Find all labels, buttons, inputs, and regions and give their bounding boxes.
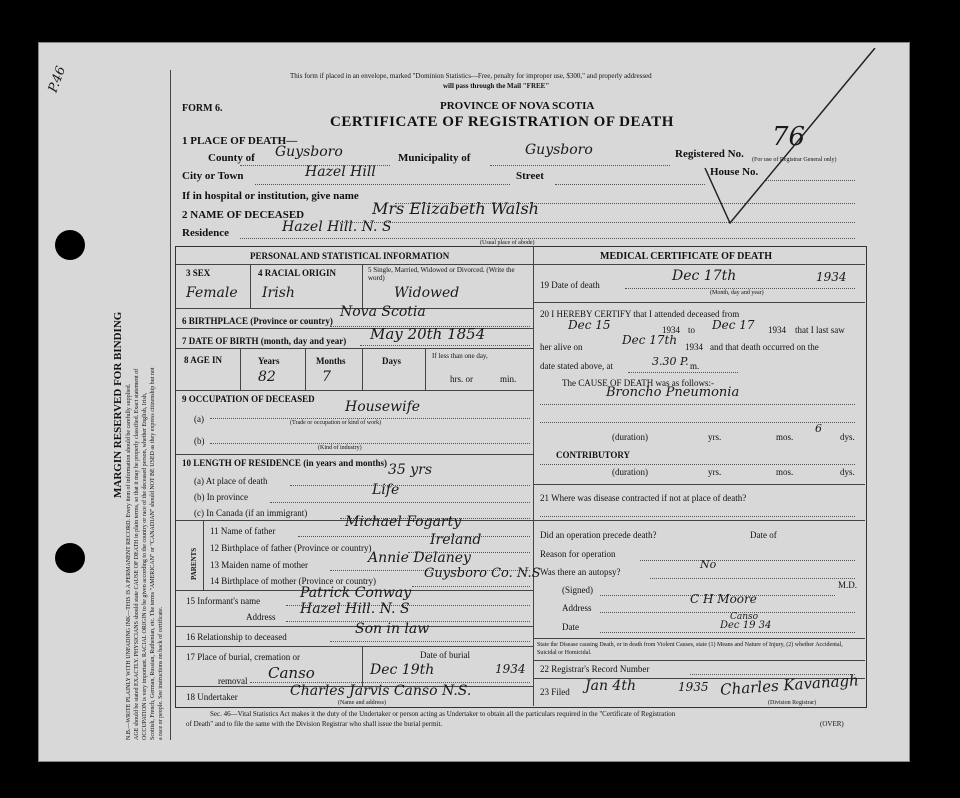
place-heading: 1 PLACE OF DEATH— [182, 135, 298, 147]
md-label: M.D. [838, 580, 858, 590]
burial-place-value: Canso [268, 664, 315, 682]
sex-value: Female [186, 285, 238, 301]
age-label: 8 AGE IN [184, 355, 223, 365]
age-divider [240, 348, 241, 390]
mother-bp-label: 14 Birthplace of mother (Province or country) [210, 576, 376, 586]
days-label: Days [382, 356, 402, 366]
violent-row-rule [533, 660, 865, 661]
informant-label: 15 Informant's name [186, 596, 261, 606]
occupation-a-label: (a) [194, 414, 204, 424]
father-bp-label: 12 Birthplace of father (Province or country) [210, 543, 372, 553]
form-number: FORM 6. [182, 103, 223, 114]
top-notice-2: will pass through the Mail "FREE" [443, 82, 550, 90]
punch-hole-bottom [55, 543, 85, 573]
in-province-label: (b) In province [194, 492, 248, 502]
medical-address-2: Canso [730, 612, 759, 622]
years-label: Years [258, 356, 280, 366]
autopsy-label: Was there an autopsy? [540, 567, 621, 577]
at-place-value: 35 yrs [388, 462, 433, 478]
margin-instructions-1: N.B.—WRITE PLAINLY WITH UNFADING INK—THIS IS A PERMANENT RECORD. Every item of information should be carefully supplied. [126, 383, 132, 740]
medical-address-label: Address [562, 603, 592, 613]
birthplace-value: Nova Scotia [340, 304, 426, 320]
time-rule [628, 372, 738, 373]
cause-label: The CAUSE OF DEATH was as follows:- [562, 378, 714, 388]
days-divider [425, 348, 426, 390]
medical-date-label: Date [562, 622, 579, 632]
death-date-row-rule [533, 302, 865, 303]
undertaker-value: Charles Jarvis Canso N.S. [290, 683, 472, 699]
page-title: CERTIFICATE OF REGISTRATION OF DEATH [330, 114, 674, 130]
mother-label: 13 Maiden name of mother [210, 560, 308, 570]
mother-value: Annie Delaney [368, 550, 471, 566]
registrar-note: (Division Registrar) [768, 700, 817, 706]
contrib-duration-label: (duration) [612, 467, 648, 477]
signed-label: (Signed) [562, 585, 593, 595]
burial-date-value: Dec 19th [370, 662, 435, 678]
residence-rule [240, 238, 855, 239]
municipality-rule [490, 165, 670, 166]
burial-label-2: removal [218, 676, 248, 686]
date-stated-label: date stated above, at [540, 361, 613, 371]
contributory-label: CONTRIBUTORY [556, 450, 631, 460]
registered-number: 76 [772, 122, 806, 152]
hrs-label: hrs. or [450, 374, 473, 384]
attended-to: Dec 17 [712, 318, 755, 332]
contributory-row-rule [533, 484, 865, 485]
margin-divider [170, 70, 171, 740]
filed-value: Jan 4th [585, 678, 636, 694]
informant-address-value: Hazel Hill. N. S [300, 601, 410, 617]
racial-value: Irish [262, 285, 295, 301]
months-divider [362, 348, 363, 390]
less-label: If less than one day, [432, 352, 488, 360]
cause-duration-label: (duration) [612, 432, 648, 442]
attended-from: Dec 15 [568, 318, 611, 332]
margin-instructions-5: a race or people. See instructions on back of certificate. [158, 606, 164, 740]
to-label: to [688, 325, 696, 335]
father-value: Michael Fogarty [345, 514, 462, 530]
city-value: Hazel Hill [305, 164, 376, 180]
medical-sign-rule [533, 638, 865, 639]
registrar-record-label: 22 Registrar's Record Number [540, 664, 650, 674]
dob-label: 7 DATE OF BIRTH (month, day and year) [182, 336, 347, 346]
contrib-yrs-label: yrs. [708, 467, 722, 477]
footer-line-1: Sec. 46—Vital Statistics Act makes it the duty of the Undertaker or person acting as Undertaker to obtain all the particulars required in the "Certificate of Registration [210, 710, 676, 718]
occupation-a-note: (Trade or occupation or kind of work) [290, 420, 382, 426]
father-label: 11 Name of father [210, 526, 276, 536]
deceased-name-label: 2 NAME OF DECEASED [182, 209, 305, 221]
sex-label: 3 SEX [186, 268, 211, 278]
cause-dys-label: dys. [840, 432, 855, 442]
margin-instructions-2: AGE should be stated EXACTLY. PHYSICIANS should state CAUSE OF DEATH in plain terms, so that it may be properly classified. Exact statement of [134, 368, 140, 740]
row8-rule [176, 390, 533, 391]
last-saw-label: that I last saw [795, 325, 845, 335]
deceased-name: Mrs Elizabeth Walsh [372, 199, 539, 218]
parents-divider [203, 520, 204, 590]
cause-mos-label: mos. [776, 432, 794, 442]
province-label: PROVINCE OF NOVA SCOTIA [440, 100, 595, 112]
burial-divider [362, 646, 363, 686]
marital-value: Widowed [394, 285, 460, 301]
dob-value: May 20th 1854 [370, 325, 486, 343]
years-divider [305, 348, 306, 390]
father-rule [298, 536, 530, 537]
row7-rule [176, 348, 533, 349]
hospital-label: If in hospital or institution, give name [182, 190, 359, 202]
undertaker-note: (Name and address) [338, 700, 386, 706]
burial-label: 17 Place of burial, cremation or [186, 652, 300, 662]
occupation-b-label: (b) [194, 436, 205, 446]
row9-rule [176, 454, 533, 455]
residence-label: Residence [182, 227, 230, 239]
punch-hole-top [55, 230, 85, 260]
undertaker-label: 18 Undertaker [186, 692, 238, 702]
time-suffix: m. [690, 361, 700, 371]
top-notice-1: This form if placed in an envelope, marked "Dominion Statistics—Free, penalty for improper use, $300," and properly addressed [290, 72, 652, 80]
filed-label: 23 Filed [540, 687, 570, 697]
footer-line-2: of Death" and to file the same with the Division Registrar who shall issue the burial permit. [186, 720, 443, 728]
father-bp-value: Ireland [430, 532, 482, 548]
death-year-value: 1934 [816, 270, 847, 284]
reason-rule [640, 560, 855, 561]
length-label: 10 LENGTH OF RESIDENCE (in years and months) [182, 458, 387, 468]
medical-heading: MEDICAL CERTIFICATE OF DEATH [600, 251, 772, 262]
parents-label: PARENTS [190, 547, 198, 580]
mother-bp-rule [412, 586, 530, 587]
racial-label: 4 RACIAL ORIGIN [258, 268, 337, 278]
autopsy-value: No [700, 558, 717, 571]
medical-heading-rule [533, 264, 865, 265]
city-label: City or Town [182, 170, 244, 182]
marital-label: 5 Single, Married, Widowed or Divorced. (Write the word) [368, 266, 515, 282]
registered-note: (For use of Registrar General only) [752, 157, 837, 163]
operation-date-label: Date of [750, 530, 777, 540]
in-province-value: Life [372, 482, 400, 498]
occupation-b-rule [210, 443, 530, 444]
reason-label: Reason for operation [540, 549, 616, 559]
corner-note: P.46 [45, 64, 70, 95]
alive-label: her alive on [540, 342, 583, 352]
house-label: House No. [710, 166, 759, 178]
certify-label: 20 I HEREBY CERTIFY that I attended deceased from [540, 309, 740, 319]
in-canada-label: (c) In Canada (if an immigrant) [194, 508, 308, 518]
residence-note: (Usual place of abode) [480, 240, 535, 246]
months-label: Months [316, 356, 346, 366]
county-label: County of [208, 152, 255, 164]
cause-value: Broncho Pneumonia [606, 385, 740, 400]
street-rule [555, 184, 705, 185]
alive-year: 1934 [685, 342, 703, 352]
county-value: Guysboro [275, 144, 343, 160]
death-date-value: Dec 17th [672, 268, 737, 284]
cause-rule-1 [540, 404, 855, 405]
cause-days-value: 6 [815, 422, 822, 435]
racial-divider [362, 264, 363, 308]
personal-heading: PERSONAL AND STATISTICAL INFORMATION [250, 251, 450, 261]
medical-address-rule [600, 612, 855, 613]
death-date-note: (Month, day and year) [710, 290, 764, 296]
autopsy-rule [650, 578, 855, 579]
city-rule [255, 184, 510, 185]
months-value: 7 [322, 369, 331, 385]
municipality-value: Guysboro [525, 142, 593, 158]
time-value: 3.30 P. [652, 355, 689, 368]
footer-over: (OVER) [820, 720, 844, 728]
cause-rule-2 [540, 422, 855, 423]
burial-year-value: 1934 [495, 662, 526, 676]
occupation-label: 9 OCCUPATION OF DECEASED [182, 394, 315, 404]
death-date-rule [625, 288, 855, 289]
check-mark-icon [700, 48, 880, 233]
informant-address-label: Address [246, 612, 276, 622]
contracted-label: 21 Where was disease contracted if not at place of death? [540, 493, 747, 503]
birthplace-label: 6 BIRTHPLACE (Province or country) [182, 316, 333, 326]
margin-instructions-4: Scottish, French, German, Russian, Ruthenian, etc. The terms "AMERICAN" or "CANADIAN" should NOT BE USED as they express citizenship but not [150, 367, 156, 740]
cause-yrs-label: yrs. [708, 432, 722, 442]
occupation-rule [210, 418, 530, 419]
at-place-rule [290, 485, 530, 486]
death-date-label: 19 Date of death [540, 280, 600, 290]
margin-instructions-3: OCCUPATION is very important. RACIAL ORIGIN to be given according to the country or race of the deceased person, whether English, Irish, [142, 392, 148, 740]
contributory-rule [540, 464, 855, 465]
relationship-rule [330, 641, 530, 642]
division-registrar-name: Charles Kavanagh [719, 671, 860, 699]
contracted-rule [540, 516, 855, 517]
registered-label: Registered No. [675, 148, 744, 160]
to-year: 1934 [768, 325, 786, 335]
informant-value: Patrick Conway [300, 585, 412, 601]
residence-value: Hazel Hill. N. S [282, 219, 392, 235]
occurred-label: and that death occurred on the [710, 342, 819, 352]
operation-label: Did an operation precede death? [540, 530, 657, 540]
years-value: 82 [258, 369, 276, 385]
contrib-mos-label: mos. [776, 467, 794, 477]
mother-bp-value: Guysboro Co. N.S [424, 566, 541, 581]
occupation-b-note: (Kind of industry) [318, 445, 362, 451]
filed-year: 1935 [678, 680, 709, 694]
dob-rule [360, 345, 530, 346]
medical-address-value: C H Moore [690, 592, 757, 606]
municipality-label: Municipality of [398, 152, 471, 164]
min-label: min. [500, 374, 517, 384]
alive-on-value: Dec 17th [622, 333, 678, 347]
relationship-label: 16 Relationship to deceased [186, 632, 287, 642]
medical-date-rule [600, 632, 855, 633]
street-label: Street [516, 170, 544, 182]
from-year: 1934 [662, 325, 680, 335]
row16-rule [176, 646, 533, 647]
violent-note: State the Disease causing Death, or in death from Violent Causes, state (1) Means and Nature of Injury, (2) whether Accidental, Suicidal or Homicidal. [537, 642, 843, 656]
occupation-value: Housewife [345, 399, 421, 415]
contracted-row-rule [533, 520, 865, 521]
relationship-value: Son in law [355, 621, 430, 637]
medical-date-value: Dec 19 34 [720, 620, 772, 631]
margin-binding-label: MARGIN RESERVED FOR BINDING [112, 311, 124, 498]
contrib-dys-label: dys. [840, 467, 855, 477]
burial-date-label: Date of burial [420, 650, 470, 660]
sex-divider [250, 264, 251, 308]
personal-heading-rule [176, 264, 533, 265]
column-divider [533, 246, 534, 706]
in-province-rule [270, 502, 530, 503]
at-place-label: (a) At place of death [194, 476, 268, 486]
